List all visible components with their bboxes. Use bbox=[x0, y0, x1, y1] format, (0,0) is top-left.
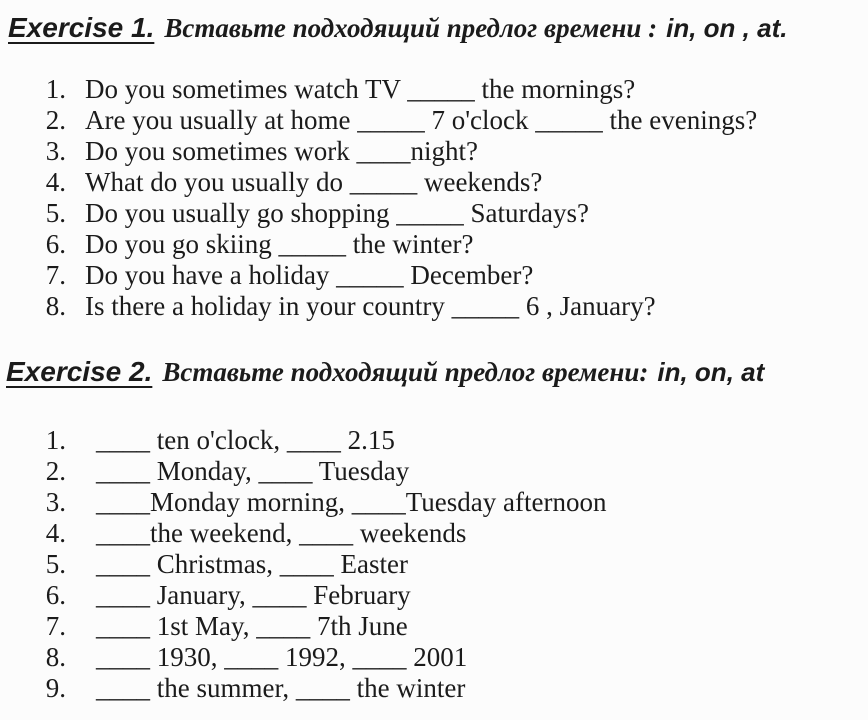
exercise1-options: in, on , at. bbox=[666, 13, 788, 43]
item-number: 4. bbox=[45, 518, 66, 548]
item-text: ____ 1st May, ____ 7th June bbox=[96, 611, 408, 641]
list-item bbox=[0, 611, 868, 642]
item-text: ____ ten o'clock, ____ 2.15 bbox=[96, 425, 395, 455]
list-item bbox=[0, 167, 868, 198]
exercise2-list bbox=[0, 425, 868, 704]
item-text: ____ 1930, ____ 1992, ____ 2001 bbox=[96, 642, 468, 672]
item-text: Is there a holiday in your country _____ 6 , January? bbox=[85, 291, 656, 321]
exercise2-options: in, on, at bbox=[657, 357, 765, 387]
list-item bbox=[0, 456, 868, 487]
list-item bbox=[0, 580, 868, 611]
item-text: Do you sometimes work ____night? bbox=[85, 136, 478, 166]
item-number: 9. bbox=[45, 673, 66, 703]
item-text: ____ Christmas, ____ Easter bbox=[96, 549, 408, 579]
item-number: 1. bbox=[45, 425, 66, 455]
item-number: 1. bbox=[45, 74, 66, 104]
item-number: 2. bbox=[45, 456, 66, 486]
list-item bbox=[0, 74, 868, 105]
item-text: ____ the summer, ____ the winter bbox=[96, 673, 466, 703]
list-item bbox=[0, 260, 868, 291]
item-number: 7. bbox=[45, 611, 66, 641]
exercise1-list bbox=[0, 74, 868, 322]
list-item bbox=[0, 105, 868, 136]
item-number: 8. bbox=[45, 642, 66, 672]
item-text: ____Monday morning, ____Tuesday afternoon bbox=[96, 487, 607, 517]
list-item bbox=[0, 673, 868, 704]
item-text: ____ January, ____ February bbox=[96, 580, 411, 610]
item-text: Do you sometimes watch TV _____ the mornings? bbox=[85, 74, 636, 104]
list-item bbox=[0, 229, 868, 260]
item-number: 3. bbox=[45, 136, 66, 166]
item-text: What do you usually do _____ weekends? bbox=[85, 167, 543, 197]
item-text: Do you usually go shopping _____ Saturdays? bbox=[85, 198, 589, 228]
exercise1-header bbox=[8, 0, 868, 48]
item-number: 4. bbox=[45, 167, 66, 197]
item-number: 5. bbox=[45, 198, 66, 228]
item-number: 8. bbox=[45, 291, 66, 321]
item-text: Do you go skiing _____ the winter? bbox=[85, 229, 474, 259]
item-number: 5. bbox=[45, 549, 66, 579]
exercise2-instruction: Вставьте подходящий предлог времени: bbox=[162, 357, 649, 387]
exercise2-title: Exercise 2. bbox=[6, 356, 153, 387]
list-item bbox=[0, 291, 868, 322]
list-item bbox=[0, 136, 868, 167]
list-item bbox=[0, 487, 868, 518]
item-text: ____the weekend, ____ weekends bbox=[96, 518, 467, 548]
list-item bbox=[0, 198, 868, 229]
item-number: 2. bbox=[45, 105, 66, 135]
list-item bbox=[0, 549, 868, 580]
exercise1-instruction: Вставьте подходящий предлог времени : bbox=[164, 13, 658, 43]
list-item bbox=[0, 518, 868, 549]
list-item bbox=[0, 642, 868, 673]
item-number: 6. bbox=[45, 580, 66, 610]
item-number: 6. bbox=[45, 229, 66, 259]
item-text: Are you usually at home _____ 7 o'clock _____ the evenings? bbox=[85, 105, 758, 135]
exercise2-header bbox=[6, 353, 868, 392]
item-number: 3. bbox=[45, 487, 66, 517]
item-text: Do you have a holiday _____ December? bbox=[85, 260, 534, 290]
item-text: ____ Monday, ____ Tuesday bbox=[96, 456, 410, 486]
exercise1-title: Exercise 1. bbox=[8, 12, 155, 43]
list-item bbox=[0, 425, 868, 456]
item-number: 7. bbox=[45, 260, 66, 290]
